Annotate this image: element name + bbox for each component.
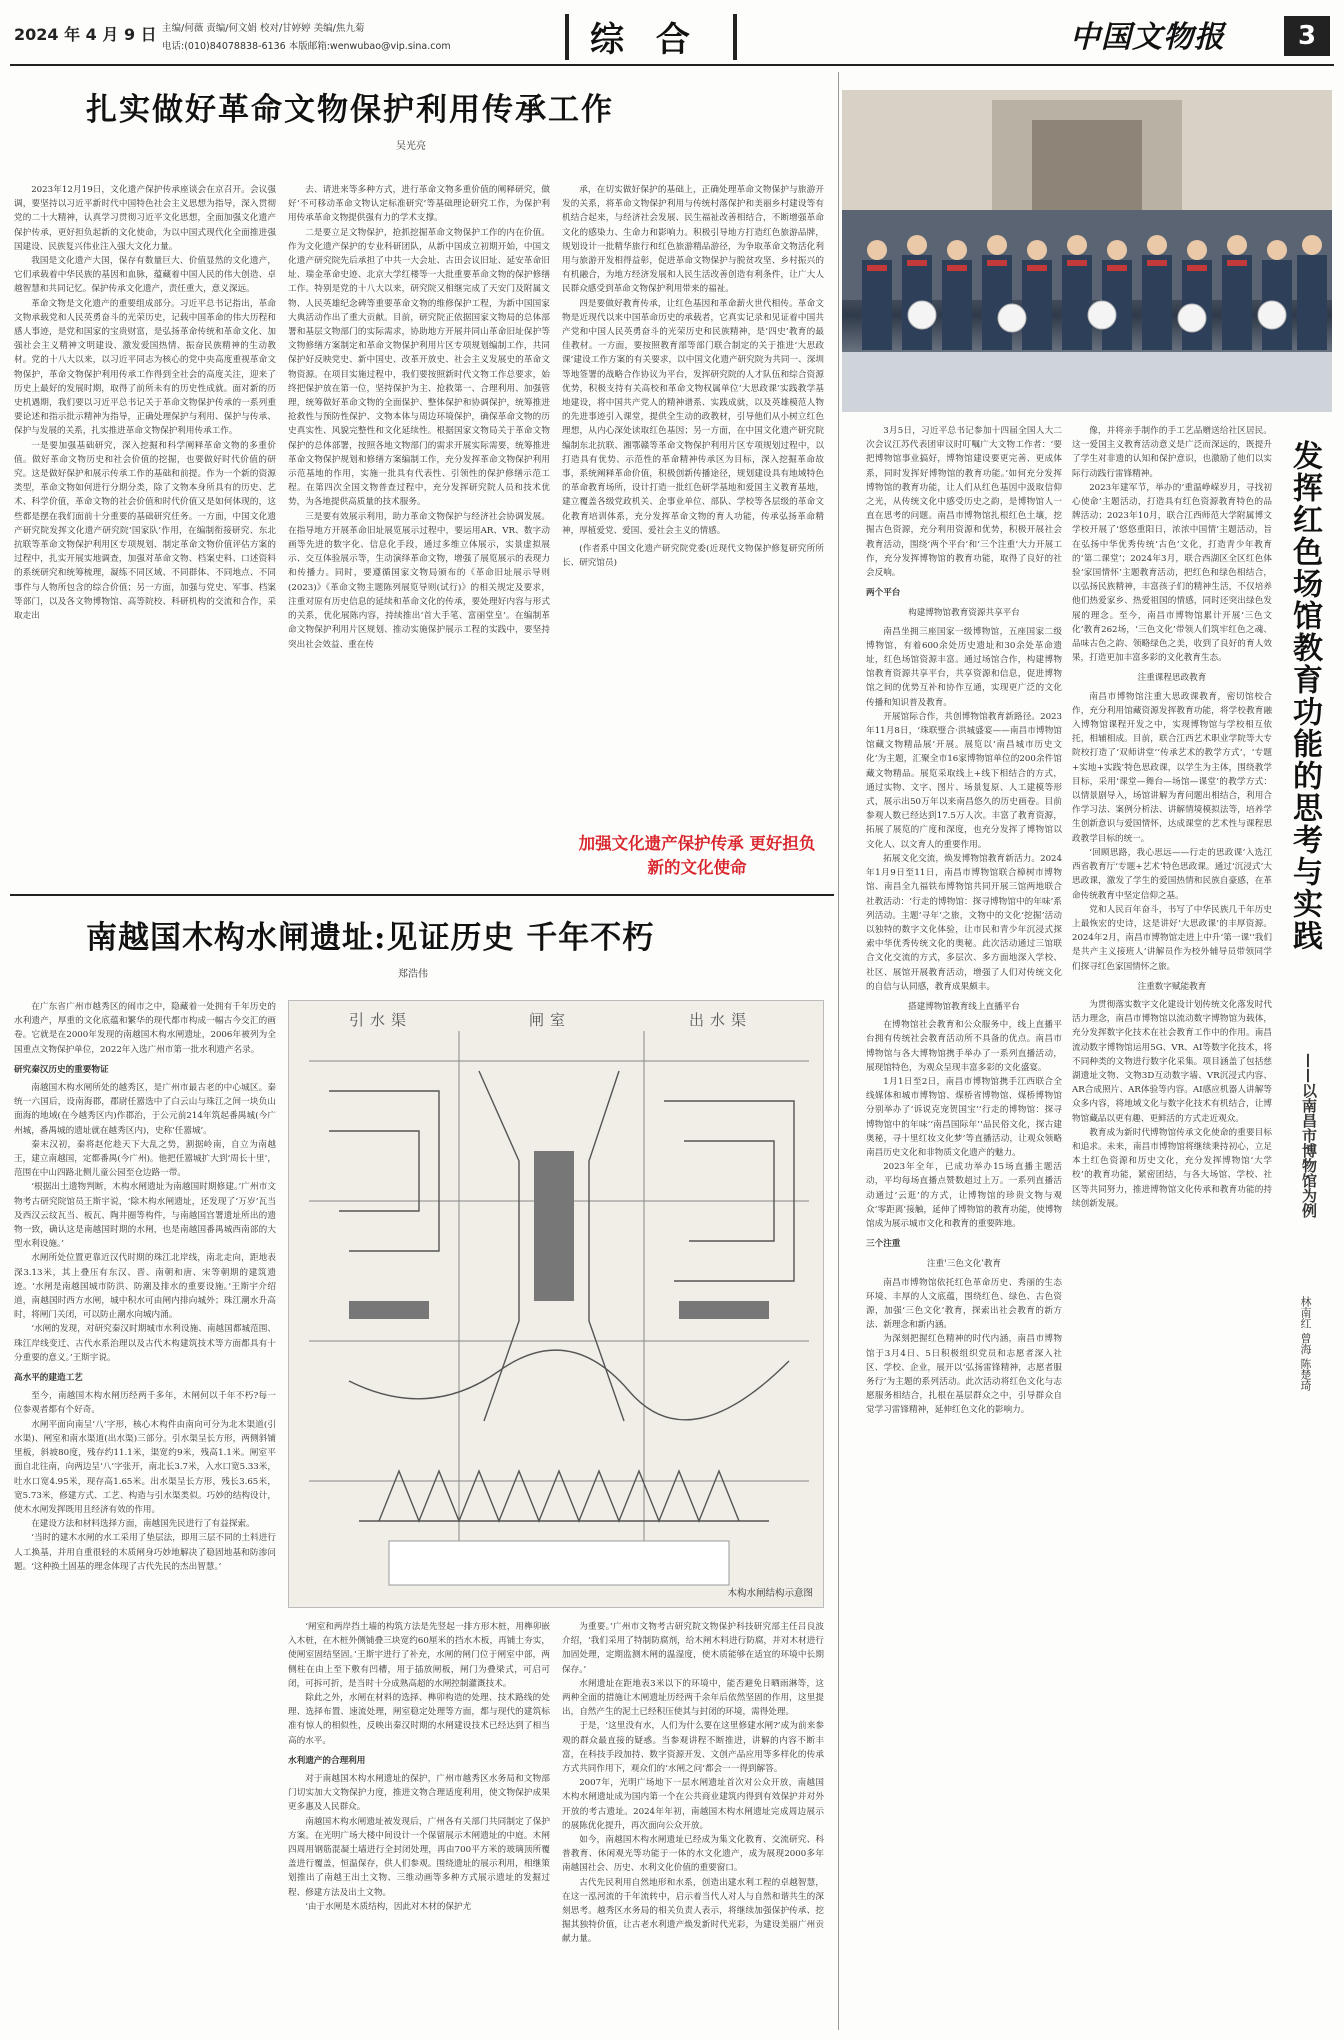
article2-col1-intro: 在广东省广州市越秀区的闹市之中，隐藏着一处拥有千年历史的水利遗产，厚重的文化底蕴和繁华的现代都市构成一幅古今交汇的画卷。它就是在2000年发现的南越国木构水闸遗址，2006年被列为全国重点文物保护单位，2022年入选广州市第一批水利遗产名录。 (14, 1002, 276, 1055)
page-number-badge: 3 (1284, 16, 1330, 56)
article1-col1-p4: 一是要加强基础研究，深入挖掘和科学阐释革命文物的多重价值。做好革命文物历史和社会价值的挖掘，也要做好时代价值的研究。这是做好保护和展示传承工作的基础和前提。作为一个新的资源类型，革命文物如何进行分期分类，除了文物本身所具有的历史、艺术、科学价值，革命文物的社会价值和时代价值又是如何体现的，这些都是摆在我们面前十分重要的基础研究任务。一方面，中国文化遗产研究院发挥文化遗产研究院‘国家队’作用，在编制衔接研究、东北抗联等革命文物保护利用区专项规划、制定革命文物价值评估方案的过程中，扎实开展实地调查，加强对革命文物、档案史料、口述资料的系统研究和统筹梳理，凝练不同区域、不同群体、不同地点、不同事件与人物所包含的综合价值；另一方面，加强与党史、军事、档案等部门，以及各文物博物馆、高等院校、科研机构的交流和合作，采取走出 (14, 440, 276, 622)
article2-col1c-p2: 水闸平面向南呈‘八’字形，核心木构件由南向可分为北木渠道(引水渠)、闸室和南水渠道(出水渠)三部分。引水渠呈长方形，两侧斜铺里板，斜坡80度，残存约11.1米，渠宽约9米，残高1.1米。闸室平面自北往南，向两边呈‘八’字张开，南北长3.7米，入水口宽5.33米，吐水口宽4.95米，现存高1.65米。出水渠呈长方形，残长3.65米，宽5.73米，修建方式、工艺、构造与引水渠类似。巧妙的结构设计，使木水闸发挥既用且经济有效的作用。 (14, 1419, 276, 1515)
article2-author: 郑浩伟 (398, 969, 428, 980)
article2-col1c-p4: ‘当时的建木水闸的水工采用了垫层法，即用三层不同的土料进行人工换基，并用自重很轻的木质闸身巧妙地解决了稳固地基和防渗问题。‘这种换土固基的理念体现了古代先民的杰出智慧。’ (14, 1533, 276, 1572)
article1-author: 吴光亮 (396, 141, 426, 152)
article2-subhead-3: 水利遗产的合理利用 (288, 1755, 366, 1766)
article3-col2-p2: 2023年建军节，举办的‘重温峥嵘岁月，寻找初心使命’主题活动，打造具有红色资源教育特色的品牌活动；2023年10月，联合江西师范大学附属博文学校开展了‘悠悠重阳日，浓浓中国情’主题活动，旨在弘扬中华优秀传统‘古色’文化，打造青少年教育的‘第二课堂’；2024年3月，联合西湖区全区红色体验‘家国情怀’主题教育活动，把红色和绿色相结合，以弘扬民族精神，丰富孩子们的精神生活，不仅培养他们热爱家乡、热爱祖国的情感，同时还突出绿色发展的理念。至今，南昌市博物馆累计开展‘三色文化’教育262场，‘三色文化’带领人们筑牢红色之魂、品味古色之韵、领略绿色之美，收到了良好的育人效果，打造更加丰富多彩的文化教育生态。 (1072, 482, 1272, 664)
article3-col1c-p2: 1月1日至2日，南昌市博物馆携手江西联合全线媒体和城市博物馆、煤桥省博物馆、煤桥博物馆分别举办了‘诉说克宠贺国宝’‘行走的博物馆：探寻博物馆中的年味’‘南昌国际年’‘品民俗文化，探古建奥秘，寻十里红妆文化梦’等直播活动，让观众领略南昌历史文化和非物质文化遗产的魅力。 (866, 1076, 1062, 1158)
article3-col1d-p2: 为深刻把握红色精神的时代内涵，南昌市博物馆于3月4日、5日积极组织党员和志愿者深入社区、学校、企业，展开以‘弘扬雷锋精神，志愿者服务行’为主题的系列活动。此次活动将红色文化与志愿服务相结合，扎根在基层群众之中，引导群众自觉学习雷锋精神，延伸红色文化的影响力。 (866, 1334, 1062, 1416)
article2-col1c-p1: 至今，南越国木构水闸历经两千多年，木闸何以千年不朽?每一位参观者都有个好奇。 (14, 1391, 276, 1416)
article1-col2-p1: 去、请进来等多种方式，进行革命文物多重价值的阐释研究，做好‘不可移动革命文物认定标准研究’等基础理论研究工作，为保护利用传承革命文物提供强有力的学术支撑。 (288, 185, 550, 224)
article2-col2 (288, 1620, 550, 2030)
section-title: 综 合 (590, 20, 700, 60)
diagram-label-outlet: 出水渠 (689, 1011, 753, 1029)
article1-col1-p3: 革命文物是文化遗产的重要组成部分。习近平总书记指出，革命文物承载党和人民英勇奋斗的光荣历史，记载中国革命的伟大历程和感人事迹，是党和国家的宝贵财富，是弘扬革命传统和革命文化、加强社会主义精神文明建设、激发爱国热情、振奋民族精神的生动教材。党的十八大以来，以习近平同志为核心的党中央高度重视革命文物保护，革命文物保护利用传承工作得到全社会的高度关注，迎来了历史上最好的发展时期，取得了前所未有的历史性成就。面对新的历史机遇期，我们要以习近平总书记关于革命文物保护传承的一系列重要论述和指示批示精神为指导，正确处理保护与利用、保护与传承、保护与发展的关系，扎实推进革命文物保护利用传承工作。 (14, 298, 276, 437)
article3-col1c-p1: 在博物馆社会教育和公众服务中，线上直播平台拥有传统社会教育活动所不具备的优点。南昌市博物馆与各大博物馆携手举办了一系列直播活动，展现馆特色，为观众呈现丰富多彩的文化盛宴。 (866, 1020, 1062, 1073)
article2-col3-p5: 如今，南越国木构水闸遗址已经成为集文化教育、交流研究、科普教育、休闲观光等功能于一体的水文化遗产，成为展现2000多年南越国社会、历史、水利文化价值的重要窗口。 (562, 1835, 824, 1874)
article3-col2b-p1: 南昌市博物馆注重大思政课教育，密切馆校合作，充分利用馆藏资源发挥教育功能，将学校教育融入博物馆课程开发之中，实现博物馆与学校相互依托，相辅相成。目前，联合江西艺术职业学院等大专院校打造了‘双师讲堂’‘传承艺术的教学方式’，‘专题+实地+实践’特色思政课，以学生为主体，围绕教学目标，采用‘课堂—舞台—场馆—课堂’的教学方式：以情景剧导入，场馆讲解为育问题出相结合，利用合作学习法、案例分析法、讲解情境模拟法等，培养学生创新意识与爱国情怀，达成课堂的艺术性与课程思政教学目标的统一。 (1072, 691, 1272, 844)
article3-col1-p1: 3月5日，习近平总书记参加十四届全国人大二次会议江苏代表团审议时叮嘱广大文物工作者：‘要把博物馆事业搞好，博物馆建设要更完善、更成体系，同时发挥好博物馆的教育功能。’如何充分发挥博物馆的教育功能，让人们从红色基因中汲取信仰之光，从传统文化中感受历史之韵，是博物馆人一直在思考的问题。南昌市博物馆扎根红色土壤，挖掘古色资源，充分利用资源和优势，积极开展社会教育活动，围绕‘两个平台’和‘三个注重’大力开展工作，充分发挥博物馆的教育功能，取得了良好的社会反响。 (866, 426, 1062, 579)
article2-col3 (562, 1620, 824, 2030)
article2-title: 南越国木构水闸遗址:见证历史 千年不朽 (86, 920, 655, 956)
article-divider (10, 894, 834, 896)
article1-col2 (288, 183, 550, 880)
masthead-rule (10, 64, 1334, 66)
right-section-divider (838, 72, 839, 2030)
article2-col2-p2: 除此之外，水闸在材料的选择、榫卯构造的处理、技术路线的处理、选择布置、速流处理，闸室稳定处理等方面，都与现代的建筑标准有惊人的相似性，反映出秦汉时期的水闸建设技术已经达到了相当高的水平。 (288, 1693, 550, 1746)
article2-col3-p2: 水闸遗址在距地表3米以下的环境中，能否避免日晒雨淋等，这两种全面的措施让木闸遗址历经两千余年后依然坚固的作用，这里提出，自然产生的泥土已经积压使其与封闭的环境，需得处理。 (562, 1678, 824, 1718)
article2-subhead-1: 研究秦汉历史的重要物证 (14, 1064, 109, 1075)
article3-col1b-p3: 拓展文化交流，焕发博物馆教育新活力。2024年1月9日至11日，南昌市博物馆联合樟树市博物馆、南昌全九福铁布博物馆共同开展三馆两地联合社教活动：‘行走的博物馆：探寻博物馆中的年味’系列活动。主题‘寻年’之旅，文物中的文化‘挖掘’活动以独特的数字文化体验，让市民和青少年沉浸式探索中华优秀传统文化的奥秘。此次活动通过三馆联合文化交流的方式，多层次、多方面地深入学校、社区、展馆开展教育活动，增强了人们对传统文化的自信与认同感，教育成果颇丰。 (866, 853, 1062, 992)
article2-col1 (14, 1000, 276, 2030)
article1-col2-p3: 三是要有效展示利用，助力革命文物保护与经济社会协调发展。在指导地方开展革命旧址展览展示过程中，要运用AR、VR、数字动画等先进的数字化、信息化手段，通过多维立体展示，实景虚拟展示、交互体验展示等，生动演绎革命文物，增强了展览展示的表现力和传播力。同时，要遵循国家文物局颁布的《革命旧址展示导则(2023)》《革命文物主题陈列展览导则(试行)》的相关规定及要求，注重对原有历史信息的延续和革命文化的传承，要处理好内容与形式的关系，优化展陈内容，持续推出‘首大手笔、富丽堂皇’。在编制革命文物保护利用片区规划、推动实施保护展示工程的实践中，要坚持突出社会效益、重在传 (288, 511, 550, 650)
article1-title: 扎实做好革命文物保护利用传承工作 (86, 92, 614, 128)
group-photo-drawing (842, 90, 1332, 412)
diagram-label-inlet: 引水渠 (349, 1011, 413, 1029)
article1-col3-p2: 四是要做好教育传承，让红色基因和革命薪火世代相传。革命文物是近现代以来中国革命历史的承载者，它真实记录和见证着中国共产党和中国人民英勇奋斗的光荣历史和民族精神，是‘四史’教育的最佳教材。一方面，要按照教育部等部门联合制定的关于推进‘大思政课’建设工作方案的有关要求，以中国文化遗产研究院为共同一、深圳等地签署的战略合作协议为平台，发挥研究院的人才队伍和综合资源优势，积极支持有关高校和革命文物权属单位‘大思政课’实践教学基地建设，将中国共产党人的精神谱系、实践成就，以及英雄模范人物的先进事迹引入课堂，提供全生动的政教材，引导他们从小树立红色理想，从内心深处读取红色基因；另一方面，在中国文化遗产研究院编制东北抗联、湘鄂赣等革命文物保护利用片区专项规划过程中，以打造具有优势、示范性的革命精神传承区为目标，深入挖掘革命故事，系统阐释革命价值，积极创新传播途径，规划建设具有地域特色的革命教育场所，设计打造一批红色研学基地和爱国主义教育基地，建立覆盖各级党政机关、企事业单位、部队、学校等各层级的革命文化教育培训体系，充分发挥革命文物的育人功能，传承弘扬革命精神，厚植爱党、爱国、爱社会主义的情感。 (562, 298, 824, 536)
paper-logo: 中国文物报 (1070, 20, 1225, 55)
article1-col3-p3: (作者系中国文化遗产研究院党委(近现代文物保护修复研究所所长、研究馆员) (562, 544, 824, 569)
article3-subhead-two-platforms: 两个平台 (866, 588, 901, 599)
diagram-label-chamber: 闸室 (529, 1011, 572, 1029)
article2-col1b-p1: 南越国木构水闸所处的越秀区，是广州市最古老的中心城区。秦统一六国后，设南海郡，郡尉任嚣选中了白云山与珠江之间一块负山面海的地域(在今越秀区内)作郡治，于公元前214年筑起番禺城(今广州城，番禺城的遗址就在越秀区内)，史称‘任嚣城’。 (14, 1083, 276, 1136)
article2-col2b-p3: ‘由于水闸是木质结构，因此对木材的保护尤 (305, 1901, 472, 1912)
article2-col1b-p4: 水闸所处位置更靠近汉代时期的珠江北岸线，南北走向，距地表深3.13米，其上叠压有东汉、晋、南朝和唐、宋等朝期的建筑遗迹。‘水闸是南越国城市防洪、防潮及排水的重要设施。’王斯宇介绍道，南越国时西方水闸，城中积水可由闸内排向城外；珠江潮水升高时，将闸门关闭，可以防止潮水向城内涌。 (14, 1253, 276, 1321)
sluice-structure-diagram (288, 1000, 824, 1608)
group-photo (842, 90, 1332, 412)
article2-col1c-p3: 在建设方法和材料选择方面，南越国先民进行了有益探索。 (31, 1519, 255, 1530)
article2-subhead-2: 高水平的建造工艺 (14, 1373, 83, 1384)
article3-subhead-digital: 注重数字赋能教育 (1137, 981, 1207, 992)
article2-col3-p1: 为重要。’广州市文物考古研究院文物保护科技研究部主任吕良波介绍，‘我们采用了特制防腐剂，给木闸木料进行防腐，并对木材进行加固处理，定期监测木闸的温湿度，使木质能够在适宜的环境中长期保存。’ (562, 1622, 824, 1675)
article1-col3-p1: 承，在切实做好保护的基础上，正确处理革命文物保护与旅游开发的关系，将革命文物保护利用与传统村落保护和美丽乡村建设等有机结合起来，与经济社会发展、民生福祉改善相结合，不断增强革命文化的感染力、生命力和影响力。积极引导地方打造红色旅游品牌，规划设计一批精华旅行和红色旅游精品游径，为争取革命文物活化利用与旅游开发相得益彰，促进革命文物保护与脱贫攻坚、乡村振兴的有机融合，为地方经济发展和人民生活改善创造有利条件，让广大人民群众感受到革命文物保护利用带来的福祉。 (562, 185, 824, 295)
page-contact: 电话:(010)84078838-6136 本版邮箱:wenwubao@vip.sina.com (162, 41, 451, 52)
article1-col1-p1: 2023年12月19日，文化遗产保护传承座谈会在京召开。会议强调，要坚持以习近平新时代中国特色社会主义思想为指导，深入贯彻党的二十大精神，认真学习贯彻习近平文化思想，全面加强文化遗产保护传承，更好担负起新的文化使命，为以中国式现代化全面推进强国建设、民族复兴伟业注入强大文化力量。 (14, 185, 276, 252)
article3-subhead-ideology: 注重课程思政教育 (1137, 673, 1207, 684)
article3-col2b-p3: 党和人民百年奋斗，书写了中华民族几千年历史上最恢宏的史诗，这是讲好‘大思政课’的丰厚资源。2024年2月，南昌市博物馆走进上中升‘第一课’‘我们是共产主义接班人’讲解员作为校外辅导员带领同学们探寻红色家国情怀之旅。 (1072, 904, 1272, 972)
article3-col1b-p2: 开展馆际合作，共创博物馆教育新路径。2023年11月8日，‘珠联璧合·洪城盛宴——南昌市博物馆馆藏文物精品展’开展。展览以‘南昌城市历史文化’为主题，汇聚全市16家博物馆单位的200余件馆藏文物精品。展览采取线上+线下相结合的方式，通过实物、文字、图片、场景复原、人工建模等形式，展示出50万年以来南昌悠久的历史画卷。目前参观人数已经达到17.5万人次。丰富了教育资源，拓展了展览的广度和深度，也充分发挥了博物馆以文化人、以文育人的重要作用。 (866, 711, 1062, 850)
article3-subhead-live-platform: 搭建博物馆教育线上直播平台 (908, 1001, 1020, 1012)
article2-col2-p1: ‘闸室和两岸挡土墙的构筑方法是先竖起一排方形木桩，用榫卯嵌入木桩，在木桩外侧铺叠三块宽约60厘米的挡水木板，再铺土夯实，使闸室固结坚固。’王斯宇进行了补充，水闸的闸门位于闸室中部，两侧柱在由上至下敷有凹槽，用于插放闸板，闸门为叠梁式，可启可闭，可拆可折，是当时十分成熟高超的水闸控制灌溉技术。 (288, 1622, 550, 1689)
article1-col1 (14, 183, 276, 880)
article1-highlight-quote: 加强文化遗产保护传承 更好担负新的文化使命 (578, 834, 816, 877)
article3-subhead-three-color: 注重‘三色文化’教育 (926, 1259, 1002, 1270)
article3-col2c-p2: 教育成为新时代博物馆传承文化使命的重要目标和追求。未来，南昌市博物馆将继续秉持初心，立足本土红色资源和历史文化，充分发挥博物馆‘大学校’的教育功能，紧密团结，与各大场馆、学校、社区等共同努力，推进博物馆文化传承和教育功能的持续创新发展。 (1072, 1127, 1272, 1209)
article3-subhead-resource-platform: 构建博物馆教育资源共享平台 (908, 608, 1020, 619)
article3-col1c-p3: 2023年全年，已成功举办15场直播主题活动，平均每场直播点赞数超过上万。一系列直播活动通过‘云逛’的方式，让博物馆的珍贵文物与观众‘零距离’接触，延伸了博物馆的教育功能，使博物馆成为展示城市文化和教育的重要阵地。 (866, 1162, 1062, 1229)
diagram-caption: 木构水闸结构示意图 (727, 1588, 813, 1599)
page-editors: 主编/何薇 责编/何文娟 校对/甘婷婷 美编/焦九菊 (162, 23, 365, 34)
article1-col2-p2: 二是要立足文物保护，抢抓挖掘革命文物保护工作的内在价值。作为文化遗产保护的专业科研团队，从新中国成立初期开始，中国文化遗产研究院先后承担了中共一大会址、古田会议旧址、延安革命旧址、瑞金革命史迹、北京大学红楼等一大批重要革命文物的保护修缮工作。特别是党的十八大以来，研究院又相继完成了天安门及附属文物、人民英雄纪念碑等重要革命文物的维修保护工程，为新中国国家大典活动作出了重大贡献。目前，研究院正依据国家文物局的总体部署和基层文物部门的实际需求，协助地方开展并同山革命旧址保护等文物修缮方案制定和革命文物保护利用片区专项规划编制工作，共同保护好反映党史、新中国史、改革开放史、社会主义发展史的革命文物资源。在项目实施过程中，我们要按照新时代文物工作总要求，始终把保护放在第一位，坚持保护为主、抢救第一、合理利用、加强管理，统筹做好革命文物的全面保护、整体保护和协调保护，统筹推进抢救性与预防性保护、文物本体与周边环境保护，确保革命文物的历史真实性、风貌完整性和文化延续性。根据国家文物局关于革命文物保护的总体部署，按照各地文物部门的需求开展实际需要，统筹推进革命文物保护规划和修缮方案编制工作，充分发挥革命文物保护利用示范基地的作用，实施一批具有代表性、引领性的保护修缮示范工程。在第四次全国文物普查过程中，充分发挥研究院人员和技术优势，为各地提供高质量的技术服务。 (288, 227, 550, 508)
diagram-drawing (289, 1001, 824, 1608)
page-date: 2024 年 4 月 9 日 (14, 25, 157, 44)
article3-col1d-p1: 南昌市博物馆依托红色革命历史、秀丽的生态环境、丰厚的人文底蕴，围绕红色、绿色、古色资源，加强‘三色文化’教育，探索出社会教育的新方法、新理念和新内涵。 (866, 1277, 1062, 1331)
masthead-divider-left (565, 14, 569, 60)
article2-col2b-p1: 对于南越国木构水闸遗址的保护，广州市越秀区水务局和文物部门切实加大文物保护力度，推进文物合理适度利用，使文物保护成果更多惠及人民群众。 (288, 1774, 550, 1813)
article2-col3-p6: 古代先民利用自然地形和水系，创造出建水利工程的卓越智慧，在这一泓河流的千年流转中，启示着当代人对人与自然和谐共生的深刻思考。越秀区水务局的相关负责人表示，将继续加强保护传承、挖掘其独特价值，让古老水利遗产焕发新时代光彩，为建设美丽广州贡献力量。 (562, 1877, 824, 1945)
article3-col2c-p1: 为贯彻落实数字文化建设计划传统文化落发时代活力理念，南昌市博物馆以流动数字博物馆为载体，充分发挥数字化技术在社会教育工作中的作用。南昌流动数字博物馆运用5G、VR、AI等数字化技术，将不同种类的文物进行数字化采集。项目涵盖了包括慈湖遗址文物、文物3D互动数字墙、VR沉浸式内容、AR合成照片、AR体验等内容。AI感应机器人讲解等众多内容，将地域文化与数字化技术有机结合，让博物馆藏品以更有趣、更鲜活的方式走近观众。 (1072, 999, 1272, 1124)
article3-subhead-three-focus: 三个注重 (866, 1239, 901, 1250)
article3-col2b-p2: ‘回顾思路，我心思远——行走的思政课’入选江西省教育厅‘专题+艺术’特色思政课。通过‘沉浸式’大思政课，激发了学生的爱国热情和民族自豪感，在革命传统教育中坚定信仰之基。 (1072, 847, 1272, 901)
article3-col2-p1: 像，并将亲手制作的手工艺品赠送给社区居民。这一爱国主义教育活动意义是广泛而深远的，既提升了学生对非遗的认知和保护意识，也激励了他们以实际行动践行雷锋精神。 (1072, 426, 1272, 479)
article3-title: 发挥红色场馆教育功能的思考与实践 (1287, 440, 1322, 952)
article2-col3-p4: 2007年，光明广场地下一层水闸遗址首次对公众开放，南越国木构水闸遗址成为国内第一个在公共商业建筑内得到有效保护并对外开放的考古遗址。2024年年初，南越国木构水闸遗址完成周边展示的展陈优化提升，再次面向公众开放。 (562, 1778, 824, 1831)
article2-col1b-p2: 秦末汉初，秦将赵佗趁天下大乱之势，割据岭南，自立为南越王，建立南越国，定都番禺(今广州)。他把任嚣城扩大到‘周长十里’，范围在中山四路北侧儿童公园至仓边路一带。 (14, 1139, 276, 1179)
article1-col3 (562, 183, 824, 823)
article2-col3-p3: 于是，‘这里没有水，人们为什么要在这里修建水闸?’成为前来参观的群众最直接的疑惑。当参观讲程不断推进，讲解的内容不断丰富，在科技手段加持、数字资源开发、文创产品应用等多样化的传承方式共同作用下，观众们的‘水闸之问’都会一一得到解答。 (562, 1721, 824, 1775)
masthead-divider-right (733, 14, 737, 60)
article1-col1-p2: 我国是文化遗产大国，保存有数量巨大、价值显然的文化遗产，它们承载着中华民族的基因和血脉，蕴藏着中国人民的伟大创造、卓越智慧和共同记忆。保护传承文化遗产，责任重大，意义深远。 (14, 256, 276, 295)
article3-subtitle: ——以南昌市博物馆为例 (1300, 1053, 1318, 1218)
article3-col1b-p1: 南昌坐拥三座国家一级博物馆，五座国家二级博物馆，有着600余处历史遗址和30余处革命遗址，红色场馆资源丰富。通过场馆合作，构建博物馆教育资源共享平台，共享资源和信息，促进博物馆之间的优势互补和协作互通，实现更广泛的文化传播和知识普及教育。 (866, 626, 1062, 708)
article3-authors: 林南红 曾海 陈楚琦 (1299, 1296, 1312, 1391)
article2-col1b-p3: ‘根据出土遗物判断，木构水闸遗址为南越国时期修建。’广州市文物考古研究院馆员王斯宇说，‘除木构水闸遗址，还发现了‘万岁’瓦当及西汉云纹瓦当、板瓦、陶井圈等构件，与南越国宫署遗址所出的遗物一致，确认这是南越国时期的水闸，也是南越国番禺城西南部的大型水利设施。’ (14, 1182, 276, 1250)
article3-col2 (1072, 424, 1272, 2030)
article2-col1b-p5: ‘水闸的发现，对研究秦汉时期城市水利设施、南越国都城范围、珠江岸线变迁、古代水系治理以及古代木构建筑技术等方面都具有十分重要的意义。’王斯宇说。 (14, 1324, 276, 1363)
article3-col1 (866, 424, 1062, 2030)
article2-col2b-p2: 南越国木构水闸遗址被发现后，广州各有关部门共同制定了保护方案。在光明广场大楼中间设计一个保留展示木闸遗址的中庭。木闸四周用钢筋混凝土墙进行全封闭处理，再由700平方米的玻璃顶所覆盖进行覆盖，恒温保存，供人们参观。围绕遗址的展示利用，相继策划推出了南越王出土文物、三维动画等多种方式展示遗址的发掘过程、修建方法及出土文物。 (288, 1816, 550, 1898)
